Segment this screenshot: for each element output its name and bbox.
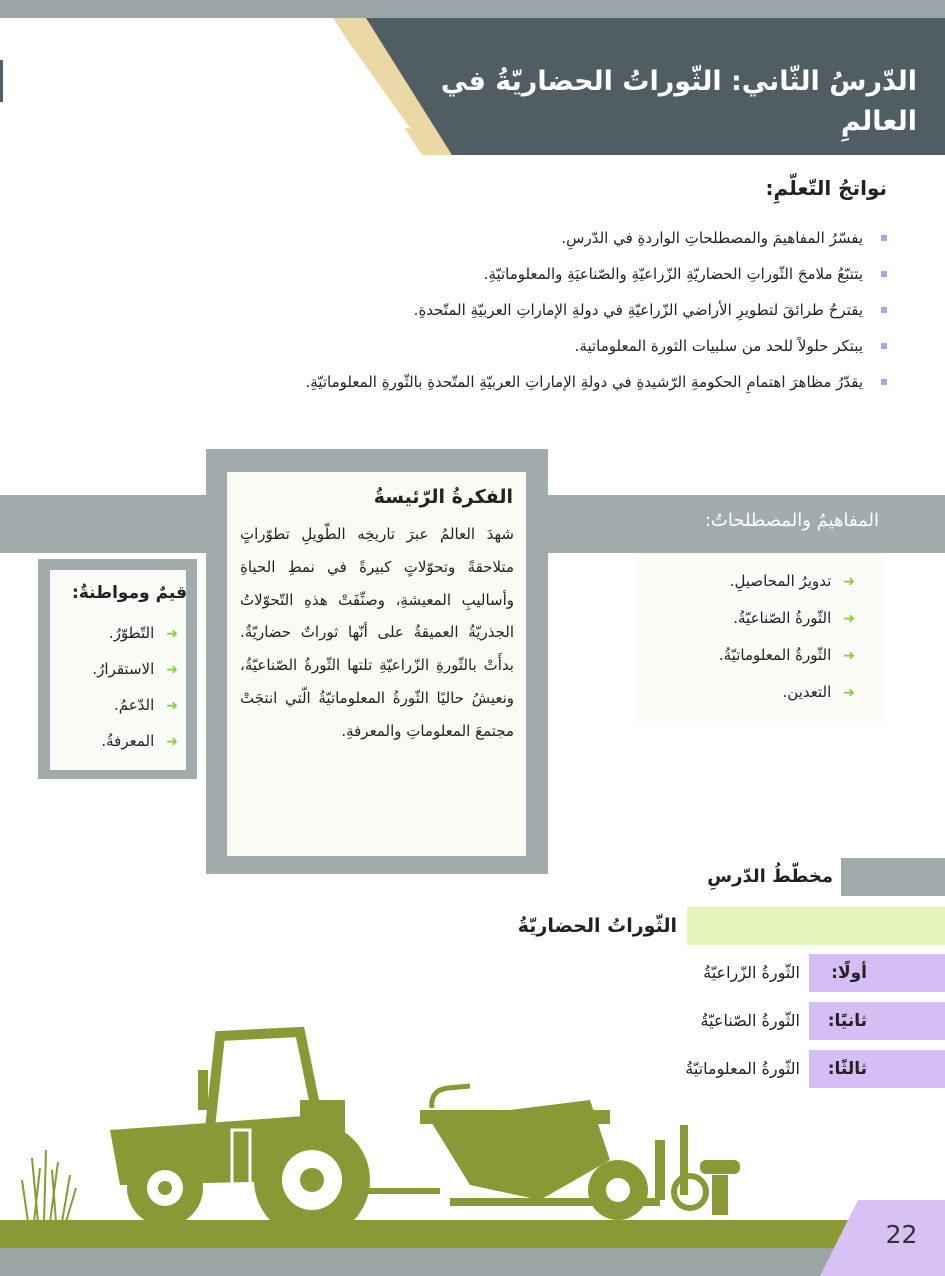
arrow-right-icon: ➜ <box>166 662 178 678</box>
outline-row-ordinal: ثانيًا: <box>827 1011 867 1031</box>
concept-item: ➜التعدين. <box>782 683 855 701</box>
square-bullet-icon <box>881 271 887 277</box>
arrow-right-icon: ➜ <box>843 611 855 627</box>
lesson-title: الدّرسُ الثّاني: الثّوراتُ الحضاريّةُ في العالمِ <box>440 66 917 137</box>
ground-band <box>0 1220 945 1248</box>
main-idea-heading: الفكرةُ الرّئيسةُ <box>373 486 513 508</box>
value-item: ➜المعرفةُ. <box>101 732 178 750</box>
square-bullet-icon <box>881 343 887 349</box>
outcome-item: يفسّرُ المفاهيمَ والمصطلحاتِ الواردةِ في الدّرسِ. <box>87 220 887 256</box>
revolutions-bar <box>687 907 945 945</box>
outline-row-label: الثّورةُ المعلوماتيّةُ <box>685 1059 800 1078</box>
outcome-item: يتتبّعُ ملامحَ الثّوراتِ الحضاريّةِ الزّراعيّةِ والصّناعيَةِ والمعلوماتيّةِ. <box>87 256 887 292</box>
arrow-right-icon: ➜ <box>843 574 855 590</box>
outcomes-heading: نواتجُ التّعلّمِ: <box>765 176 887 200</box>
outline-heading: مخطّطُ الدّرسِ <box>707 866 833 887</box>
grass-icon <box>22 1150 76 1222</box>
square-bullet-icon <box>881 379 887 385</box>
outline-row-label: الثّورةُ الزّراعيّةُ <box>703 963 800 982</box>
values-heading: قيمٌ ومواطنةٌ: <box>72 583 187 603</box>
concept-item: ➜الثّورةُ الصّناعيّةُ. <box>733 609 855 627</box>
tractor-icon <box>110 1032 440 1238</box>
seeder-icon <box>420 1086 740 1220</box>
outline-row-ordinal: ثالثًا: <box>827 1059 867 1079</box>
outline-row-label: الثّورةُ الصّناعيّةُ <box>700 1011 800 1030</box>
outline-row-ordinal: أولًا: <box>831 963 867 983</box>
arrow-right-icon: ➜ <box>166 626 178 642</box>
outline-row-box <box>809 954 945 992</box>
outline-heading-block <box>841 858 945 896</box>
outcomes-list <box>87 220 887 400</box>
concept-item: ➜تدويرُ المحاصيلِ. <box>729 572 855 590</box>
main-idea-text: شهدَ العالمُ عبرَ تاريخِه الطّويلِ تطوّراتٍ متلاحقةً وتحوّلاتٍ كبيرةً في نمطِ الحياةِ وأساليبِ المعيشةِ، وصنِّفَتْ هذهِ التّحوّلاتُ الجذريّةُ العميقةُ على أنّها ثوراتٌ حضاريّةٌ. بدأَتْ بالثّورةِ الزّراعيّةِ تلتها الثّورةُ الصّناعيّةُ، ونعيشُ حاليًا الثّورةُ المعلوماتيّةُ الّتي انتجَتْ مجتمعَ المعلوماتِ والمعرفةِ. <box>240 525 514 740</box>
concepts-list <box>719 563 855 711</box>
square-bullet-icon <box>881 307 887 313</box>
square-bullet-icon <box>881 235 887 241</box>
arrow-right-icon: ➜ <box>843 648 855 664</box>
value-item: ➜التّطوّرُ. <box>108 624 178 642</box>
tractor-illustration <box>0 1010 945 1276</box>
outcome-item: يبتكر حلولاً للحد من سلبيات الثورة المعلوماتية. <box>87 328 887 364</box>
arrow-right-icon: ➜ <box>166 698 178 714</box>
value-item: ➜الاستقرارُ. <box>92 660 178 678</box>
outcome-item: يقدّرُ مظاهرَ اهتمامِ الحكومةِ الرّشيدةِ في دولةِ الإماراتِ العربيّةِ المتّحدةِ بالثّورةِ المعلوماتيّةِ. <box>87 364 887 400</box>
arrow-right-icon: ➜ <box>843 685 855 701</box>
concepts-heading: المفاهيمُ والمصطلحاتُ: <box>704 510 879 531</box>
arrow-right-icon: ➜ <box>166 734 178 750</box>
values-list <box>92 615 178 759</box>
value-item: ➜الدّعمُ. <box>113 696 178 714</box>
revolutions-label: الثّوراتُ الحضاريّةُ <box>517 915 677 937</box>
ground-gray-band <box>0 1248 945 1276</box>
concept-item: ➜الثّورةُ المعلوماتيّةُ. <box>718 646 855 664</box>
page-number: 22 <box>885 1220 918 1249</box>
outcome-item: يقترحُ طرائقَ لتطويرِ الأراضي الزّراعيّةِ في دولةِ الإماراتِ العربيّةِ المتّحدةِ. <box>87 292 887 328</box>
